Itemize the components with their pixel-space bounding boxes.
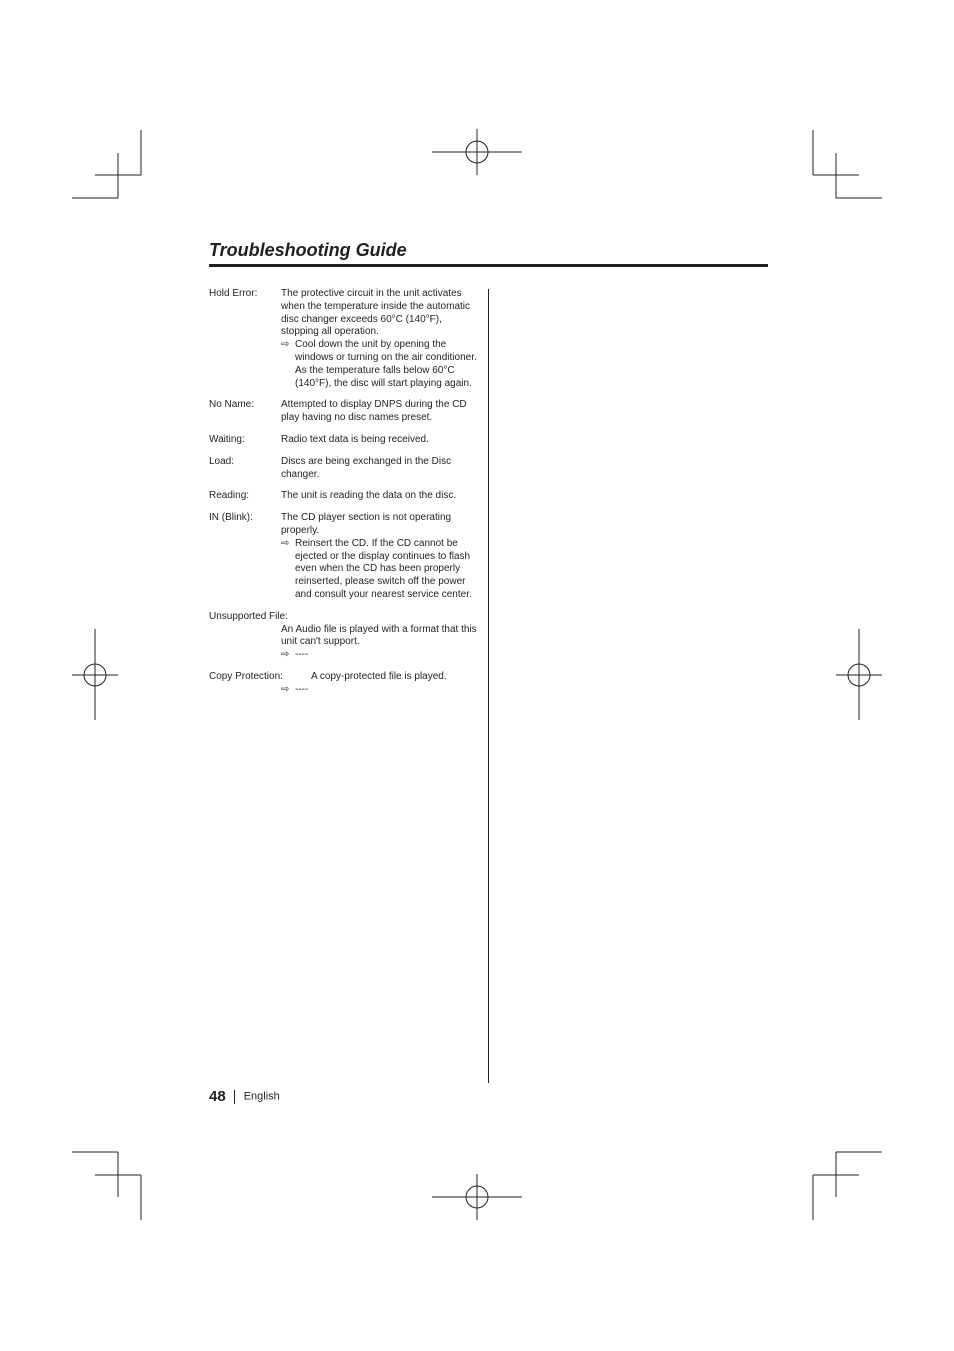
entry-term: Load: (209, 455, 235, 467)
entry-description: Attempted to display DNPS during the CD play having no disc names preset. (281, 399, 467, 424)
entry-description: The CD player section is not operating properly. (281, 512, 452, 536)
page-footer (209, 1088, 280, 1105)
entry-description: Radio text data is being received. (281, 433, 429, 445)
entry-copy-protection (209, 671, 477, 697)
right-arrow-icon: ⇨ (281, 683, 290, 695)
page-number: 48 (209, 1088, 226, 1105)
entry-waiting (209, 434, 477, 447)
entry-remedy (281, 649, 477, 662)
entry-unsupported-file (209, 611, 477, 662)
entry-remedy-text: ---- (295, 683, 309, 695)
title-underline (209, 264, 768, 267)
entry-remedy (281, 538, 477, 602)
right-arrow-icon: ⇨ (281, 649, 290, 661)
entry-remedy (281, 684, 477, 697)
entry-remedy (281, 339, 477, 390)
entry-reading (209, 490, 477, 503)
footer-separator (234, 1090, 235, 1104)
entry-description: A copy-protected file is played. (311, 670, 447, 682)
entry-hold-error (209, 288, 477, 390)
column-divider (488, 289, 489, 1083)
entry-in-blink (209, 512, 477, 602)
entry-term: Copy Protection: (209, 670, 283, 682)
entry-term: Hold Error: (209, 288, 258, 299)
entry-term: Waiting: (209, 433, 245, 445)
entry-term: Reading: (209, 490, 250, 502)
entry-description: An Audio file is played with a format that this unit can't support. (281, 623, 477, 648)
right-arrow-icon: ⇨ (281, 537, 290, 549)
error-message-list (209, 288, 477, 697)
entry-term: IN (Blink): (209, 512, 253, 524)
entry-remedy-text: Reinsert the CD. If the CD cannot be ejected or the display continues to flash even when the CD has been properly reinserted, please switch off the power and consult your nearest service center. (295, 537, 472, 600)
entry-remedy-text: Cool down the unit by opening the windows or turning on the air conditioner. As the temperature falls below 60°C (140°F), the disc will start playing again. (295, 339, 477, 389)
entry-remedy-text: ---- (295, 649, 309, 661)
entry-load (209, 456, 477, 482)
page-title: Troubleshooting Guide (209, 240, 407, 260)
right-arrow-icon: ⇨ (281, 339, 290, 351)
entry-term: Unsupported File: (209, 610, 288, 622)
entry-term: No Name: (209, 399, 255, 411)
entry-description: Discs are being exchanged in the Disc changer. (281, 455, 452, 480)
entry-description: The protective circuit in the unit activates when the temperature inside the automatic disc changer exceeds 60°C (140°F), stopping all operation. (281, 288, 470, 338)
page-language: English (243, 1090, 280, 1103)
entry-description: The unit is reading the data on the disc. (281, 490, 457, 502)
entry-no-name (209, 399, 477, 425)
